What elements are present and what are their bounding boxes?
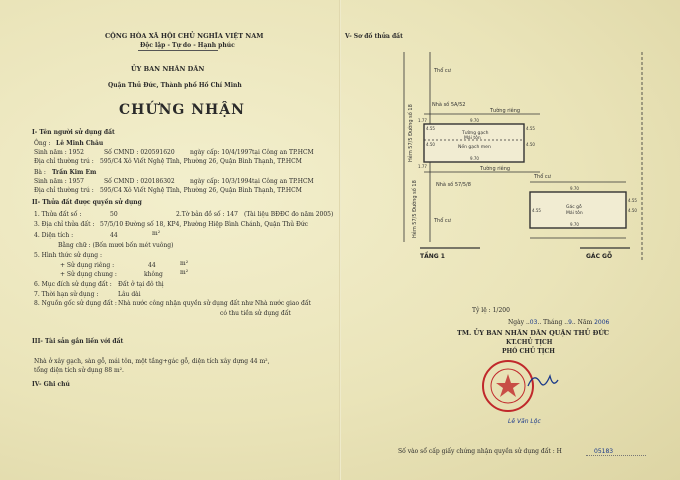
dim-8: 9.70 bbox=[570, 186, 579, 191]
signer-name: Lê Văn Lộc bbox=[508, 418, 541, 425]
floor2-label: GÁC GỖ bbox=[586, 253, 613, 260]
signing-org: TM. ỦY BAN NHÂN DÂN QUẬN THỦ ĐỨC bbox=[457, 329, 610, 337]
diagram-label-10: Gác gỗ bbox=[566, 205, 582, 210]
area-value: 44 bbox=[110, 232, 118, 239]
diagram-label-4: Mái tôn bbox=[464, 136, 481, 141]
parcel-diagram bbox=[380, 42, 650, 282]
owner2-birth: Sinh năm : 1957 bbox=[34, 178, 84, 185]
parcel-number: 50 bbox=[110, 211, 118, 218]
private-use-unit: m² bbox=[180, 260, 189, 267]
diagram-label-11: Mái tôn bbox=[566, 211, 583, 216]
private-use-label: + Sử dụng riêng : bbox=[60, 262, 115, 269]
month-prefix: Tháng bbox=[543, 319, 563, 326]
committee-heading: ỦY BAN NHÂN DÂN bbox=[131, 65, 205, 73]
origin-value-cont: có thu tiền sử dụng đất bbox=[220, 310, 291, 317]
dim-1: 4.50 bbox=[526, 142, 535, 147]
diagram-label-0: Thổ cư bbox=[434, 68, 451, 74]
term-label: 7. Thời hạn sử dụng : bbox=[34, 291, 99, 298]
road-label: Hẻm 57/5 Đường số 18 bbox=[408, 104, 414, 162]
usage-form-label: 5. Hình thức sử dụng : bbox=[34, 252, 103, 259]
private-use-value: 44 bbox=[148, 262, 156, 269]
owner1-issuer: tại Công an TP.HCM bbox=[252, 149, 314, 156]
diagram-label-3: Tường gạch bbox=[462, 131, 489, 136]
dim-10: 4.55 bbox=[628, 198, 637, 203]
diagram-label-6: Tường riêng bbox=[480, 166, 511, 172]
signing-kt: KT.CHỦ TỊCH bbox=[506, 339, 553, 346]
diagram-heading: V- Sơ đồ thửa đất bbox=[345, 33, 403, 40]
owner1-name: Lê Minh Châu bbox=[56, 140, 104, 147]
dim-11: 4.55 bbox=[532, 208, 541, 213]
month-value: 9 bbox=[568, 319, 572, 326]
dim-12: 9.70 bbox=[570, 222, 579, 227]
owner1-addr-label: Địa chỉ thường trú : bbox=[34, 158, 94, 165]
map-source: (Tài liệu BĐĐC đo năm 2005) bbox=[244, 211, 334, 218]
year-value: 2006 bbox=[594, 319, 610, 326]
owner2-issue: ngày cấp: 10/3/1994 bbox=[190, 178, 253, 185]
parcel-number-label: 1. Thửa đất số : bbox=[34, 211, 82, 218]
owner1-id: Số CMND : 020591620 bbox=[104, 149, 175, 156]
diagram-label-8: Thổ cư bbox=[434, 218, 451, 224]
certificate-title: CHỨNG NHẬN bbox=[119, 102, 245, 118]
diagram-label-2: Tường riêng bbox=[490, 108, 521, 114]
shared-use-value: không bbox=[144, 271, 163, 278]
owner2-prefix: Bà : bbox=[34, 169, 46, 176]
owner1-prefix: Ông : bbox=[34, 140, 51, 147]
property-line2: tổng diện tích sử dụng 88 m². bbox=[34, 367, 124, 374]
date-label: Ngày ..03.. Tháng ..9.. Năm 2006 bbox=[508, 319, 610, 326]
parcel-address-label: 3. Địa chỉ thửa đất : bbox=[34, 221, 95, 228]
section1-heading: I- Tên người sử dụng đất bbox=[32, 129, 115, 136]
shared-use-label: + Sử dụng chung : bbox=[60, 271, 117, 278]
term-value: Lâu dài bbox=[118, 291, 141, 298]
property-line1: Nhà ở xây gạch, sàn gỗ, mái tôn, một tầng+gác gỗ, diện tích xây dựng 44 m², bbox=[34, 358, 270, 365]
registry-label: Số vào sổ cấp giấy chứng nhận quyền sử dụng đất : H bbox=[398, 448, 562, 455]
area-unit: m² bbox=[152, 230, 161, 237]
motto-rule bbox=[138, 50, 218, 51]
owner2-addr: 595/C4 Xô Viết Nghệ Tĩnh, Phường 26, Quận Bình Thạnh, TP.HCM bbox=[100, 187, 302, 194]
district-heading: Quận Thủ Đức, Thành phố Hồ Chí Minh bbox=[108, 82, 242, 89]
dim-4: 9.70 bbox=[470, 156, 479, 161]
republic-heading: CỘNG HÒA XÃ HỘI CHỦ NGHĨA VIỆT NAM bbox=[105, 32, 264, 40]
day-value: 03 bbox=[529, 319, 538, 326]
registry-value: 05183 bbox=[594, 448, 614, 455]
section2-heading: II- Thửa đất được quyền sử dụng bbox=[32, 199, 142, 206]
parcel-address: 57/5/10 Đường số 18, KP4, Phường Hiệp Bình Chánh, Quận Thủ Đức bbox=[100, 221, 309, 228]
area-label: 4. Diện tích : bbox=[34, 232, 74, 239]
dim-0: 9.70 bbox=[470, 118, 479, 123]
day-prefix: Ngày bbox=[508, 319, 525, 326]
year-prefix: Năm bbox=[577, 319, 593, 326]
diagram-label-7: Nhà số 57/5/8 bbox=[436, 182, 471, 188]
dim-2: 4.55 bbox=[526, 126, 535, 131]
motto: Độc lập - Tự do - Hạnh phúc bbox=[140, 42, 235, 49]
diagram-label-5: Nền gạch men bbox=[458, 145, 491, 150]
signing-role: PHÓ CHỦ TỊCH bbox=[502, 348, 555, 355]
dim-7: 1.77 bbox=[418, 164, 427, 169]
dim-9: 4.50 bbox=[628, 208, 637, 213]
owner2-issuer: tại Công an TP.HCM bbox=[252, 178, 314, 185]
section4-heading: IV- Ghi chú bbox=[32, 381, 70, 388]
origin-label: 8. Nguồn gốc sử dụng đất : bbox=[34, 300, 117, 307]
section3-heading: III- Tài sản gắn liền với đất bbox=[32, 338, 124, 345]
owner1-birth: Sinh năm : 1952 bbox=[34, 149, 84, 156]
dim-6: 1.77 bbox=[418, 118, 427, 123]
official-seal bbox=[478, 356, 568, 416]
purpose-value: Đất ở tại đô thị bbox=[118, 281, 164, 288]
map-sheet: 2.Tờ bản đồ số : 147 bbox=[176, 211, 238, 218]
dim-3: 4.50 bbox=[426, 142, 435, 147]
center-fold bbox=[339, 0, 341, 480]
scale-label: Tỷ lệ : 1/200 bbox=[472, 307, 510, 314]
shared-use-unit: m² bbox=[180, 269, 189, 276]
diagram-label-1: Nhà số 5A/52 bbox=[432, 102, 466, 108]
dim-5: 4.55 bbox=[426, 126, 435, 131]
road-label-lower: Hẻm 57/5 Đường số 18 bbox=[412, 180, 418, 238]
owner2-id: Số CMND : 020186302 bbox=[104, 178, 175, 185]
area-in-words: Bằng chữ : (Bốn mươi bốn mét vuông) bbox=[58, 242, 174, 249]
owner1-issue: ngày cấp: 10/4/1997 bbox=[190, 149, 253, 156]
owner1-addr: 595/C4 Xô Viết Nghệ Tĩnh, Phường 26, Quận Bình Thạnh, TP.HCM bbox=[100, 158, 302, 165]
purpose-label: 6. Mục đích sử dụng đất : bbox=[34, 281, 112, 288]
owner2-name: Trần Kim Em bbox=[52, 169, 97, 176]
origin-value: Nhà nước công nhận quyền sử dụng đất như Nhà nước giao đất bbox=[118, 300, 311, 307]
owner2-addr-label: Địa chỉ thường trú : bbox=[34, 187, 94, 194]
diagram-label-9: Thổ cư bbox=[534, 174, 551, 180]
registry-line bbox=[586, 455, 646, 456]
floor1-label: TẦNG 1 bbox=[420, 253, 445, 260]
